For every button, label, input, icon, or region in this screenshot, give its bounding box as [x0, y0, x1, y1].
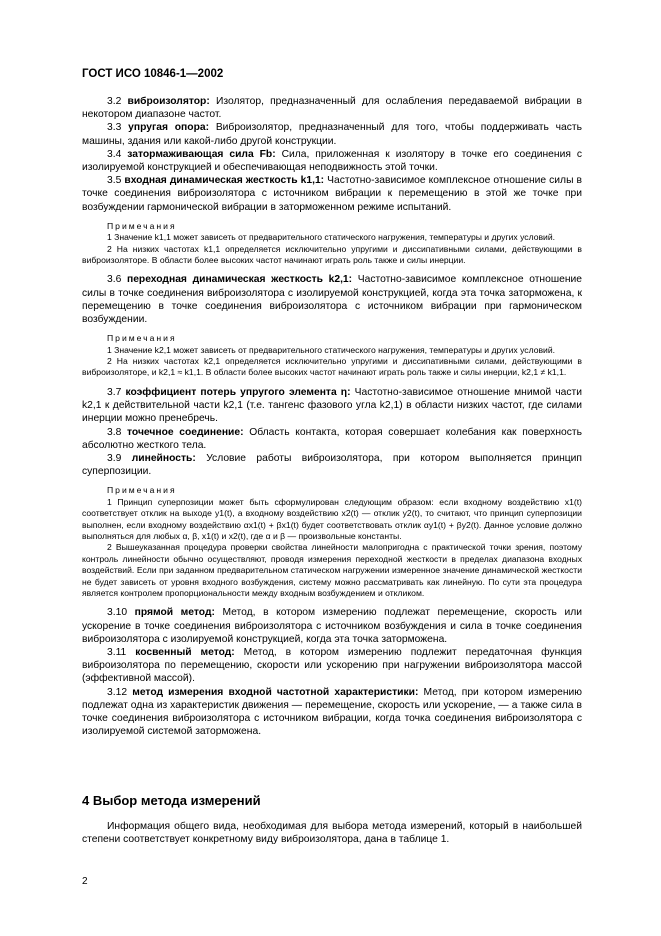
section-intro: Информация общего вида, необходимая для выбора метода измерений, который в наибольшей степени соответствует конкретному виду виброизолятора, дана в таблице 1. — [82, 821, 582, 846]
definition-3-11: 3.11 косвенный метод: Метод, в котором измерению подлежит передаточная функция виброизолятора по перемещению, скорости или ускорению при нагружении виброизолятора массой (эффективной массой). — [82, 646, 582, 685]
notes-3-5: Примечания 1 Значение k1,1 может зависеть от предварительного статического нагружения, температуры и других условий. 2 На низких частотах k1,1 определяется исключительно упругими и диссипативными силами, действующими в виброизоляторе. В области более высоких частот начинают играть роль также и силы инерции. — [82, 220, 582, 266]
note-3-6-1: 1 Значение k2,1 может зависеть от предварительного статического нагружения, температуры и других условий. — [107, 344, 556, 355]
definition-3-4: 3.4 затормаживающая сила Fb: Сила, приложенная к изолятору в точке его соединения с изолируемой конструкцией и обеспечивающая неподвижность этой точки. — [82, 148, 582, 174]
note-3-9-1: 1 Принцип суперпозиции может быть сформулирован следующим образом: если входному воздействию x1(t) соответствует отклик на выходе y1(t), а входному воздействию x2(t) — отклик y2(t), то считают, что принцип суперпозиции выполнен, если входному воздействию αx1(t) + βx1(t) будет соответствовать отклик αy1(t) + βy2(t). Данное условие должно выполняться для любых α, β, x1(t) и x2(t), где α и β — произвольные константы. — [82, 496, 582, 541]
definition-3-8: 3.8 точечное соединение: Область контакта, которая совершает колебания как поверхность абсолютно жесткого тела. — [82, 426, 582, 451]
notes-3-9: Примечания 1 Принцип суперпозиции может быть сформулирован следующим образом: если входному воздействию x1(t) соответствует отклик на выходе y1(t), а входному воздействию x2(t) — отклик y2(t), то считают, что принцип суперпозиции выполнен, если входному воздействию αx1(t) + βx1(t) будет соответствовать отклик αy1(t) + βy2(t). Данное условие должно выполняться для любых α, β, x1(t) и x2(t), где α и β — произвольные константы. 2 Вышеуказанная процедура проверки свойства линейности малопригодна с практической точки зрения, поэтому контроль линейности обычно осуществляют, проводя измерения переходной жесткости в пределах диапазона входных воздействий. Если при заданном предварительном статическом нагружении измеренное значение динамической жесткости не будет зависеть от уровня входного возбуждения, систему можно рассматривать как линейную. По сути эта процедура является контролем пропорциональности между входным возбуждением и откликом. — [82, 485, 582, 598]
document-header: ГОСТ ИСО 10846-1—2002 — [82, 68, 224, 80]
definition-3-9: 3.9 линейность: Условие работы виброизолятора, при котором выполняется принцип суперпозиции. — [82, 452, 582, 478]
notes-3-6: Примечания 1 Значение k2,1 может зависеть от предварительного статического нагружения, температуры и других условий. 2 На низких частотах k2,1 определяется исключительно упругими и диссипативными силами, действующими в виброизоляторе, и k2,1 ≈ k1,1. В области более высоких частот начинают играть роль также и силы инерции, k2,1 ≠ k1,1. — [82, 333, 582, 378]
definition-3-5: 3.5 входная динамическая жесткость k1,1: Частотно-зависимое комплексное отношение силы в точке соединения виброизолятора с источником вибрации к перемещению в этой же точке при возбуждении гармонической вибрации в заторможенном режиме испытаний. — [82, 175, 582, 213]
note-3-5-2: 2 На низких частотах k1,1 определяется исключительно упругими и диссипативными силами, действующими в виброизоляторе. В области более высоких частот начинают играть роль также и силы инерции. — [82, 243, 582, 266]
definition-3-2: 3.2 виброизолятор: Изолятор, предназначенный для ослабления передаваемой вибрации в некотором диапазоне частот. — [82, 96, 582, 121]
definition-3-6: 3.6 переходная динамическая жесткость k2,1: Частотно-зависимое комплексное отношение силы в точке соединения виброизолятора с изолируемой конструкцией, когда эта точка заторможена, к перемещению в точке соединения виброизолятора с источником вибрации при гармоническом возбуждении. — [82, 274, 582, 326]
definition-3-3: 3.3 упругая опора: Виброизолятор, предназначенный для того, чтобы поддерживать часть машины, здания или какой-либо другой конструкции. — [82, 122, 582, 147]
definition-3-10: 3.10 прямой метод: Метод, в котором измерению подлежат перемещение, скорость или ускорение в точке соединения виброизолятора с источником возбуждения и сила в точке соединения виброизолятора с изолируемой конструкцией, когда эта точка заторможена. — [82, 607, 582, 645]
page-number: 2 — [82, 876, 88, 887]
document-body — [82, 95, 582, 738]
note-3-9-2: 2 Вышеуказанная процедура проверки свойства линейности малопригодна с практической точки зрения, поэтому контроль линейности обычно осуществляют, проводя измерения переходной жесткости в пределах диапазона входных воздействий. Если при заданном предварительном статическом нагружении измеренное значение динамической жесткости не будет зависеть от уровня входного возбуждения, систему можно рассматривать как линейную. По сути эта процедура является контролем пропорциональности между входным возбуждением и откликом. — [82, 542, 582, 598]
section-heading: 4 Выбор метода измерений — [82, 793, 261, 808]
definition-3-7: 3.7 коэффициент потерь упругого элемента η: Частотно-зависимое отношение мнимой части k2,1 к действительной части k2,1 (т.е. тангенс фазового угла k2,1) в области низких частот, где силами инерции можно пренебречь. — [82, 386, 582, 425]
note-3-5-1: 1 Значение k1,1 может зависеть от предварительного статического нагружения, температуры и других условий. — [107, 232, 556, 243]
note-3-6-2: 2 На низких частотах k2,1 определяется исключительно упругими и диссипативными силами, действующими в виброизоляторе, и k2,1 ≈ k1,1. В области более высоких частот начинают играть роль также и силы инерции, k2,1 ≠ k1,1. — [82, 356, 582, 378]
definition-3-12: 3.12 метод измерения входной частотной характеристики: Метод, при котором измерению подлежат одна из характеристик движения — перемещение, скорость или ускорение, — а также сила в точке соединения виброизолятора с источником вибрации, когда точка соединения виброизолятора с изолируемой системой заторможена. — [82, 686, 582, 738]
